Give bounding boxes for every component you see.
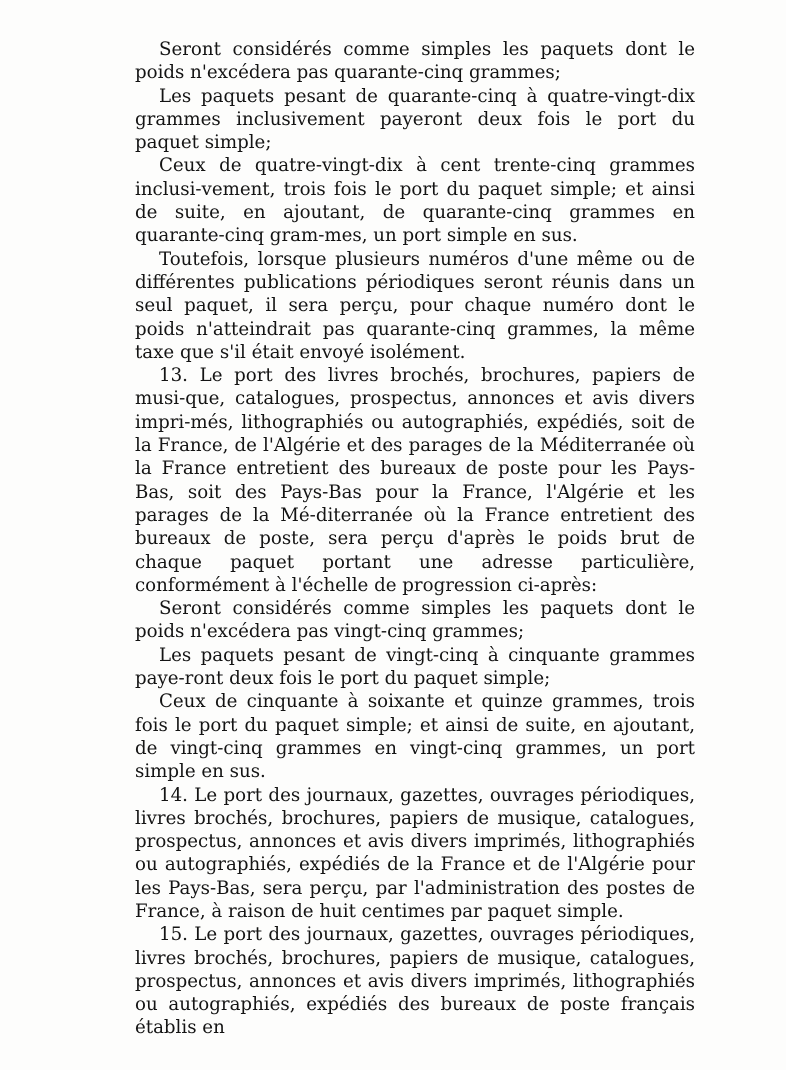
article-14: 14. Le port des journaux, gazettes, ouvrages périodiques, livres brochés, brochures, papiers de musique, catalogues, prospectus, annonces et avis divers imprimés, lithographiés ou autographiés, expédiés de la France et de l'Algérie pour les Pays-Bas, sera perçu, par l'administration des postes de France, à raison de huit centimes par paquet simple.	[135, 784, 695, 922]
paragraph-triple-port-135g: Ceux de quatre-vingt-dix à cent trente-cinq grammes inclusi-vement, trois fois le port du paquet simple; et ainsi de suite, en ajoutant, de quarante-cinq grammes en quarante-cinq gram-mes, un port simple en sus.	[135, 155, 695, 247]
article-15: 15. Le port des journaux, gazettes, ouvrages périodiques, livres brochés, brochures, papiers de musique, catalogues, prospectus, annonces et avis divers imprimés, lithographiés ou autographiés, expédiés des bureaux de poste français établis en	[135, 924, 695, 1039]
paragraph-simple-packets-45g: Seront considérés comme simples les paquets dont le poids n'excédera pas quarante-cinq grammes;	[135, 39, 695, 84]
paragraph-multiple-numbers: Toutefois, lorsque plusieurs numéros d'une même ou de différentes publications périodiques seront réunis dans un seul paquet, il sera perçu, pour chaque numéro dont le poids n'atteindrait pas quarante-cinq grammes, la même taxe que s'il était envoyé isolément.	[135, 248, 695, 363]
page-body-text	[135, 38, 695, 1040]
paragraph-double-port-50g: Les paquets pesant de vingt-cinq à cinquante grammes paye-ront deux fois le port du paquet simple;	[135, 644, 695, 690]
article-13: 13. Le port des livres brochés, brochures, papiers de musi-que, catalogues, prospectus, annonces et avis divers impri-més, lithographiés ou autographiés, expédiés, soit de la France, de l'Algérie et des parages de la Méditerranée où la France entretient des bureaux de poste pour les Pays-Bas, soit des Pays-Bas pour la France, l'Algérie et les parages de la Mé-diterranée où la France entretient des bureaux de poste, sera perçu d'après le poids brut de chaque paquet portant une adresse particulière, conformément à l'échelle de progression ci-après:	[135, 365, 695, 596]
paragraph-triple-port-75g: Ceux de cinquante à soixante et quinze grammes, trois fois le port du paquet simple; et ainsi de suite, en ajoutant, de vingt-cinq grammes en vingt-cinq grammes, un port simple en sus.	[135, 691, 695, 783]
paragraph-double-port-90g: Les paquets pesant de quarante-cinq à quatre-vingt-dix grammes inclusivement payeront deux fois le port du paquet simple;	[135, 85, 695, 154]
paragraph-simple-packets-25g: Seront considérés comme simples les paquets dont le poids n'excédera pas vingt-cinq grammes;	[135, 598, 695, 643]
